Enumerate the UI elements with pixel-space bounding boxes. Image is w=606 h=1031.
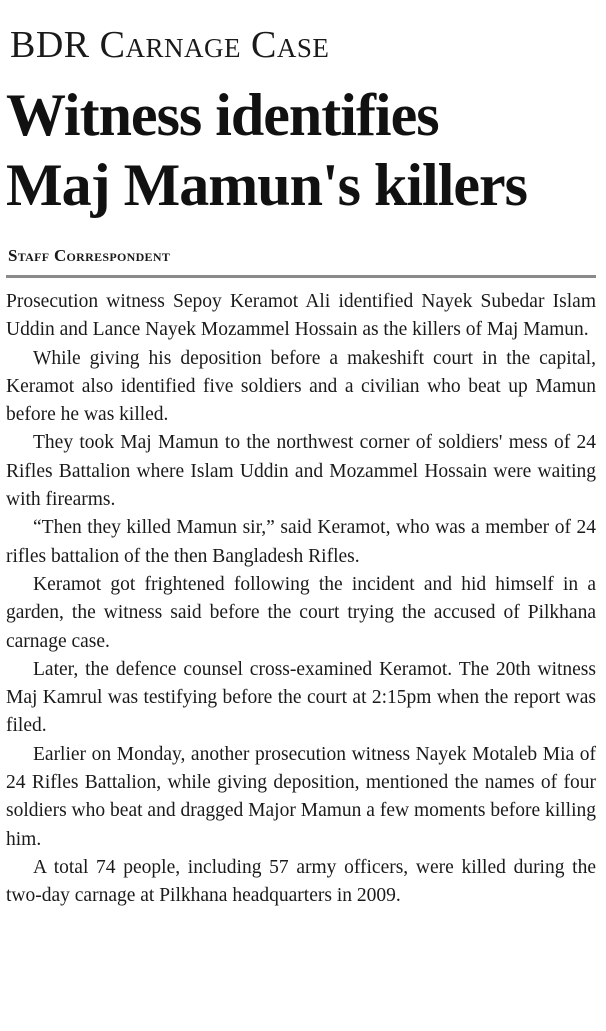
paragraph: While giving his deposition before a makeshift court in the capital, Keramot also identified five soldiers and a civilian who beat up Mamun before he was killed.	[6, 347, 596, 426]
paragraph: A total 74 people, including 57 army officers, were killed during the two-day carnage at Pilkhana headquarters in 2009.	[6, 856, 596, 907]
article-body	[6, 288, 596, 911]
paragraph: Prosecution witness Sepoy Keramot Ali identified Nayek Subedar Islam Uddin and Lance Nayek Mozammel Hossain as the killers of Maj Mamun.	[6, 291, 596, 341]
paragraph: “Then they killed Mamun sir,” said Keramot, who was a member of 24 rifles battalion of the then Bangladesh Rifles.	[6, 517, 596, 567]
paragraph: Keramot got frightened following the incident and hid himself in a garden, the witness said before the court trying the accused of Pilkhana carnage case.	[6, 573, 596, 652]
byline-divider	[6, 275, 596, 278]
article-kicker: BDR Carnage Case	[10, 24, 330, 66]
paragraph: They took Maj Mamun to the northwest corner of soldiers' mess of 24 Rifles Battalion where Islam Uddin and Mozammel Hossain were waiting with firearms.	[6, 432, 596, 511]
headline-line-1: Witness identifies	[6, 82, 439, 148]
paragraph: Later, the defence counsel cross-examined Keramot. The 20th witness Maj Kamrul was testifying before the court at 2:15pm when the report was filed.	[6, 658, 596, 737]
article-headline	[6, 80, 606, 220]
article-byline: Staff Correspondent	[8, 246, 171, 265]
paragraph: Earlier on Monday, another prosecution witness Nayek Motaleb Mia of 24 Rifles Battalion, while giving deposition, mentioned the names of four soldiers who beat and dragged Major Mamun a few moments before killing him.	[6, 743, 596, 850]
headline-line-2: Maj Mamun's killers	[6, 152, 527, 218]
